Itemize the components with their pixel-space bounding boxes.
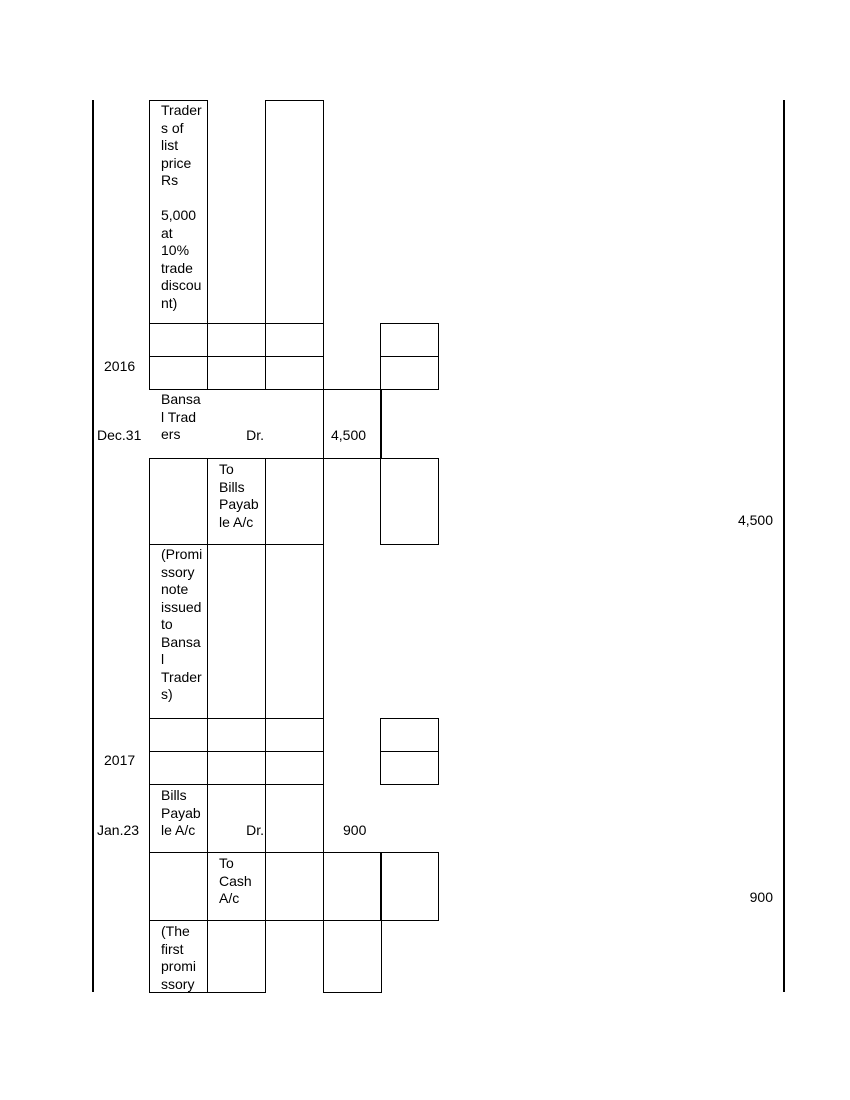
blank-cell [380, 751, 439, 785]
left-border-line [92, 100, 94, 992]
debit-amount: 900 [343, 822, 367, 838]
narration-cell [207, 920, 266, 993]
blank-cell [380, 718, 439, 752]
narration-text: (The first promi ssory [161, 923, 197, 992]
particulars-cell [265, 784, 324, 853]
credit-row-cell [149, 852, 208, 921]
blank-cell [265, 356, 324, 390]
debit-amount: 4,500 [331, 427, 367, 443]
year-label: 2016 [104, 358, 136, 374]
credit-row-cell [380, 852, 439, 921]
blank-cell [149, 718, 208, 752]
particulars-cell [207, 784, 266, 853]
debit-account-text: Bansa l Trad ers [161, 391, 201, 442]
blank-cell [207, 356, 266, 390]
blank-cell [265, 323, 324, 357]
year-label: 2017 [104, 752, 136, 768]
particulars-cell [323, 389, 382, 459]
credit-row-cell [380, 458, 439, 545]
blank-cell [149, 323, 208, 357]
blank-cell [265, 718, 324, 752]
credit-row-cell [265, 852, 324, 921]
credit-account-text: To Cash A/c [219, 855, 252, 906]
blank-cell [380, 323, 439, 357]
narration-text: (Promi ssory note issued to Bansa l Trader s) [161, 546, 203, 702]
blank-cell [207, 323, 266, 357]
particulars-cell [380, 389, 381, 459]
date-label: Dec.31 [97, 427, 142, 443]
date-label: Jan.23 [97, 822, 140, 838]
narration-cell [323, 920, 382, 993]
blank-cell [265, 751, 324, 785]
credit-amount: 4,500 [737, 512, 773, 528]
blank-cell [149, 751, 208, 785]
credit-amount: 900 [749, 889, 773, 905]
blank-cell [207, 718, 266, 752]
credit-row-cell [323, 852, 382, 921]
blank-cell [380, 356, 439, 390]
debit-account-text: Bills Payab le A/c [161, 787, 201, 838]
credit-row-cell [265, 458, 324, 545]
narration-text: Trader s of list price Rs 5,000 at 10% trade discou nt) [161, 102, 202, 311]
credit-account-text: To Bills Payab le A/c [219, 461, 259, 530]
right-border-line [783, 100, 785, 992]
dr-marker: Dr. [246, 427, 264, 443]
dr-marker: Dr. [246, 822, 264, 838]
narration-cell [265, 544, 324, 719]
blank-cell [207, 751, 266, 785]
blank-cell [149, 356, 208, 390]
lf-cell [265, 100, 324, 324]
credit-row-cell [149, 458, 208, 545]
